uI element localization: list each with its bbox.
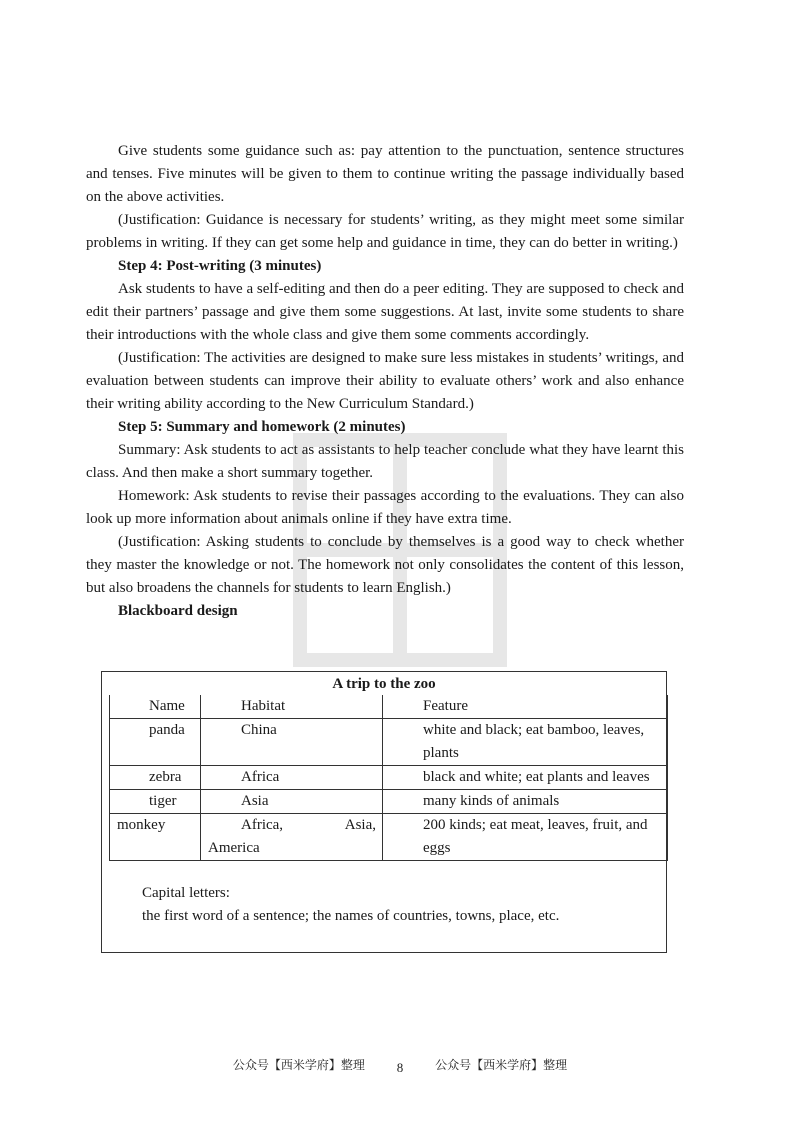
header-feature: Feature (423, 698, 468, 714)
table-row (110, 766, 668, 790)
habitat-america: America (208, 840, 260, 856)
habitat-asia: Asia, (344, 817, 376, 833)
capital-letters-label: Capital letters: (142, 885, 230, 901)
blackboard-design-box (101, 671, 667, 953)
footer-left-text: 公众号【西米学府】整理 (232, 1058, 365, 1072)
animal-name: monkey (117, 817, 166, 833)
animal-name: panda (149, 722, 185, 738)
post-writing-paragraph: Ask students to have a self-editing and then do a peer editing. They are supposed to check and edit their partners’ passage and give them some suggestions. At last, invite some students to share their introductions with the whole class and give them some comments accordingly. (86, 281, 684, 343)
animal-feature: white and black; eat bamboo, leaves, plants (423, 722, 645, 761)
table-header-row (110, 695, 668, 719)
step-4-heading: Step 4: Post-writing (3 minutes) (118, 258, 322, 274)
blackboard-design-heading: Blackboard design (118, 603, 238, 619)
animal-habitat-line (201, 814, 382, 837)
guidance-paragraph: Give students some guidance such as: pay attention to the punctuation, sentence structures and tenses. Five minutes will be given to them to continue writing the passage individually based on the above activities. (86, 143, 684, 205)
animal-habitat: China (241, 722, 277, 738)
animal-feature: black and white; eat plants and leaves (423, 769, 650, 785)
step-5-heading: Step 5: Summary and homework (2 minutes) (118, 419, 406, 435)
table-row (110, 719, 668, 766)
animal-feature: 200 kinds; eat meat, leaves, fruit, and eggs (423, 817, 648, 856)
animal-name: tiger (149, 793, 177, 809)
table-row (110, 814, 668, 861)
habitat-africa: Africa, (241, 817, 284, 833)
page-footer (0, 1056, 800, 1073)
animal-name: zebra (149, 769, 182, 785)
board-title: A trip to the zoo (332, 676, 436, 692)
justification-paragraph-2: (Justification: The activities are designed to make sure less mistakes in students’ writings, and evaluation between students can improve their ability to evaluate others’ work and also enhance their writing ability according to the New Curriculum Standard.) (86, 350, 684, 412)
table-row (110, 790, 668, 814)
animal-habitat: Africa (241, 769, 280, 785)
animal-feature: many kinds of animals (423, 793, 560, 809)
animal-habitat: Asia (241, 793, 269, 809)
homework-paragraph: Homework: Ask students to revise their passages according to the evaluations. They can also look up more information about animals online if they have extra time. (86, 488, 684, 527)
zoo-table (109, 695, 668, 861)
justification-paragraph-1: (Justification: Guidance is necessary for students’ writing, as they might meet some similar problems in writing. If they can get some help and guidance in time, they can do better in writing.) (86, 212, 684, 251)
lesson-text (86, 140, 684, 623)
summary-paragraph: Summary: Ask students to act as assistants to help teacher conclude what they have learnt this class. And then make a short summary together. (86, 442, 684, 481)
capital-letters-text: the first word of a sentence; the names of countries, towns, place, etc. (142, 908, 560, 924)
page-number: 8 (396, 1060, 404, 1075)
header-name: Name (149, 698, 185, 714)
footer-right-text: 公众号【西米学府】整理 (435, 1058, 568, 1072)
capital-letters-note (142, 882, 559, 928)
header-habitat: Habitat (241, 698, 286, 714)
justification-paragraph-3: (Justification: Asking students to conclude by themselves is a good way to check whether they master the knowledge or not. The homework not only consolidates the content of this lesson, but also broadens the channels for students to learn English.) (86, 534, 684, 596)
